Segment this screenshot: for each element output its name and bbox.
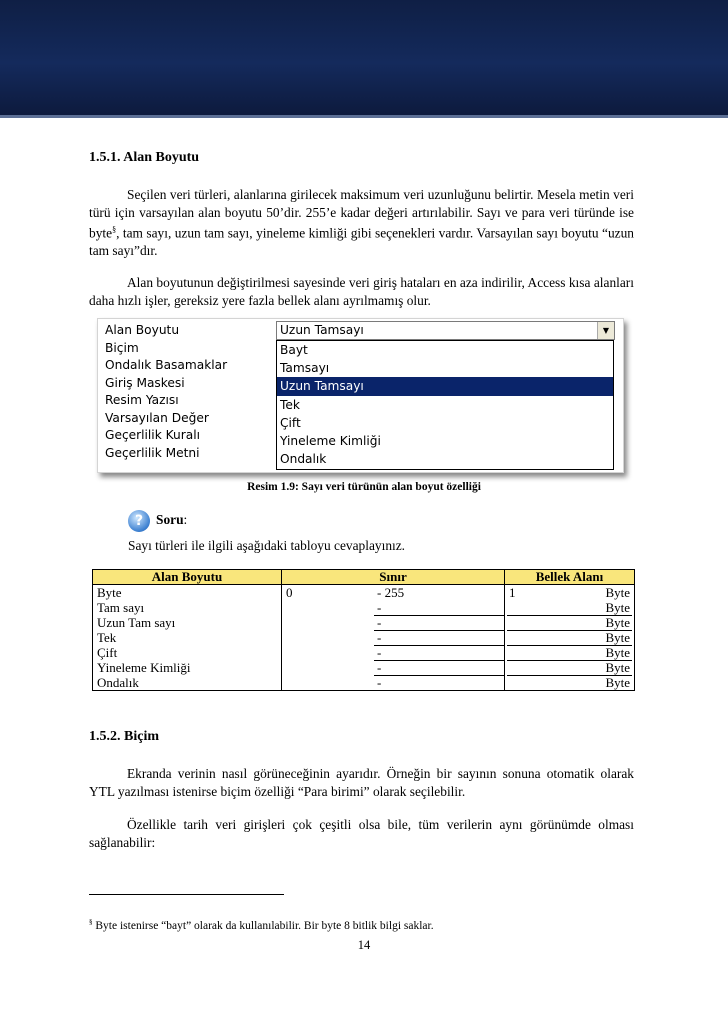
cell-name <box>93 585 282 601</box>
cell-name <box>93 630 282 645</box>
para-text-cont: , tam sayı, uzun tam sayı, yineleme kimliği gibi seçenekleri vardır. Varsayılan sayı boyutu “uzun tam sayı”dır. <box>89 225 634 258</box>
option-item[interactable]: Çift <box>280 415 301 430</box>
question-text: Sayı türleri ile ilgili aşağıdaki tabloyu cevaplayınız. <box>128 538 406 553</box>
property-label[interactable]: Giriş Maskesi <box>105 375 185 390</box>
cell-memory <box>505 615 635 630</box>
option-item[interactable]: Uzun Tamsayı <box>277 377 613 395</box>
cell-memory <box>505 585 635 601</box>
property-label[interactable]: Resim Yazısı <box>105 393 179 407</box>
footnote-divider <box>89 894 284 895</box>
table-row <box>93 675 635 691</box>
cell-high: - <box>377 675 382 690</box>
field-size-options[interactable] <box>276 340 614 470</box>
footnote-ref[interactable]: § <box>112 225 117 234</box>
para-text: Seçilen veri türleri, alanlarına girilecek maksimum veri uzunluğunu belirtir. Mesela metin veri türü için varsayılan alan boyutu 50’dir. 255’e kadar değeri artırılabilir. Sayı ve para veri türünde ise byte <box>89 187 634 241</box>
cell-unit: Byte <box>605 645 630 660</box>
cell-limit <box>282 630 505 645</box>
table-row <box>93 585 635 601</box>
property-labels <box>105 322 227 462</box>
para-text: Özellikle tarih veri girişleri çok çeşitli olsa bile, tüm verilerin aynı görünümde olması sağlanabilir: <box>89 817 634 850</box>
answer-line[interactable] <box>374 600 504 616</box>
option-item[interactable]: Yineleme Kimliği <box>280 433 381 448</box>
cell-name <box>93 615 282 630</box>
property-label[interactable]: Biçim <box>105 340 139 355</box>
cell-limit <box>282 615 505 630</box>
table-row <box>93 615 635 630</box>
cell-high: - <box>377 645 382 660</box>
footnote-text: Byte istenirse “bayt” olarak da kullanılabilir. Bir byte 8 bitlik bilgi saklar. <box>92 919 434 932</box>
number-types-table <box>92 569 635 691</box>
cell-name-text: Ondalık <box>97 675 139 690</box>
paragraph-alan-boyutu-2 <box>89 274 634 309</box>
cell-high: - 255 <box>377 585 405 600</box>
cell-memory <box>505 675 635 691</box>
cell-unit: Byte <box>605 660 630 675</box>
answer-line[interactable] <box>374 645 504 661</box>
cell-memory <box>505 645 635 660</box>
cell-name-text: Çift <box>97 645 118 660</box>
option-item[interactable]: Bayt <box>280 343 308 357</box>
cell-name <box>93 645 282 660</box>
cell-memory <box>505 630 635 645</box>
cell-unit: Byte <box>605 630 630 645</box>
question-label: Soru <box>156 512 184 528</box>
footnote-mark: § <box>89 918 93 926</box>
paragraph-bicim-1 <box>89 765 634 800</box>
cell-limit <box>282 660 505 675</box>
combo-value: Uzun Tamsayı <box>280 323 364 337</box>
table-row <box>93 630 635 645</box>
cell-unit: Byte <box>605 615 630 630</box>
section-heading-alan-boyutu <box>89 150 634 166</box>
table-row <box>93 660 635 675</box>
paragraph-alan-boyutu-1 <box>89 186 634 259</box>
property-label[interactable]: Ondalık Basamaklar <box>105 358 228 372</box>
paragraph-bicim-2 <box>89 816 634 851</box>
page-number: 14 <box>357 938 371 952</box>
col-header-alan-boyutu: Alan Boyutu <box>93 570 282 585</box>
cell-limit <box>282 585 505 601</box>
col-header-sinir: Sınır <box>282 570 505 585</box>
cell-limit <box>282 645 505 660</box>
section-title: 1.5.2. Biçim <box>89 729 159 744</box>
figure-caption: Resim 1.9: Sayı veri türünün alan boyut özelliği <box>247 481 481 493</box>
property-label[interactable]: Geçerlilik Metni <box>105 445 200 460</box>
property-label[interactable]: Varsayılan Değer <box>105 410 209 425</box>
cell-unit: Byte <box>605 600 630 615</box>
table-row <box>93 645 635 660</box>
cell-mem-value: 1 <box>509 585 516 600</box>
question-block <box>128 510 187 532</box>
answer-line[interactable] <box>374 660 504 676</box>
footnote <box>89 918 434 932</box>
section-heading-bicim <box>89 729 634 745</box>
access-field-size-screenshot <box>97 318 624 473</box>
cell-unit: Byte <box>605 675 630 690</box>
para-text: Ekranda verinin nasıl görüneceğinin ayarıdır. Örneğin bir sayının sonuna otomatik olarak YTL yazılması istenirse biçim özelliği “Para birimi” olarak seçilebilir. <box>89 766 634 799</box>
cell-limit <box>282 675 505 691</box>
property-label[interactable]: Geçerlilik Kuralı <box>105 428 200 442</box>
header-divider <box>0 115 728 118</box>
col-header-bellek: Bellek Alanı <box>505 570 635 585</box>
question-colon: : <box>183 512 188 528</box>
cell-high: - <box>377 615 382 630</box>
option-item[interactable]: Tamsayı <box>280 361 330 376</box>
answer-line[interactable] <box>374 630 504 646</box>
table-header-row <box>93 570 635 585</box>
option-item[interactable]: Ondalık <box>280 452 327 467</box>
cell-name <box>93 600 282 615</box>
answer-line[interactable] <box>374 675 504 691</box>
cell-name-text: Tam sayı <box>97 600 145 615</box>
cell-unit: Byte <box>605 585 630 600</box>
field-size-combo[interactable] <box>276 321 615 340</box>
cell-high: - <box>377 660 382 675</box>
cell-name <box>93 660 282 675</box>
question-icon: ? <box>128 510 150 532</box>
cell-name-text: Uzun Tam sayı <box>97 615 176 630</box>
cell-low: 0 <box>286 585 293 600</box>
cell-memory <box>505 600 635 615</box>
cell-high: - <box>377 600 382 615</box>
cell-name-text: Yineleme Kimliği <box>97 660 191 675</box>
dropdown-arrow-icon[interactable]: ▼ <box>597 322 614 339</box>
cell-name-text: Byte <box>97 585 122 600</box>
cell-high: - <box>377 630 382 645</box>
cell-name <box>93 675 282 691</box>
cell-name-text: Tek <box>97 630 117 645</box>
property-label[interactable]: Alan Boyutu <box>105 323 180 337</box>
para-text: Alan boyutunun değiştirilmesi sayesinde veri giriş hataları en aza indirilir, Access kısa alanları daha hızlı işler, gereksiz yere fazla bellek alanı ayrılmamış olur. <box>89 275 634 308</box>
cell-memory <box>505 660 635 675</box>
answer-line[interactable] <box>374 615 504 631</box>
option-item[interactable]: Tek <box>280 397 300 412</box>
table-row <box>93 600 635 615</box>
header-banner <box>0 0 728 115</box>
cell-limit <box>282 600 505 615</box>
section-title: 1.5.1. Alan Boyutu <box>89 150 200 165</box>
